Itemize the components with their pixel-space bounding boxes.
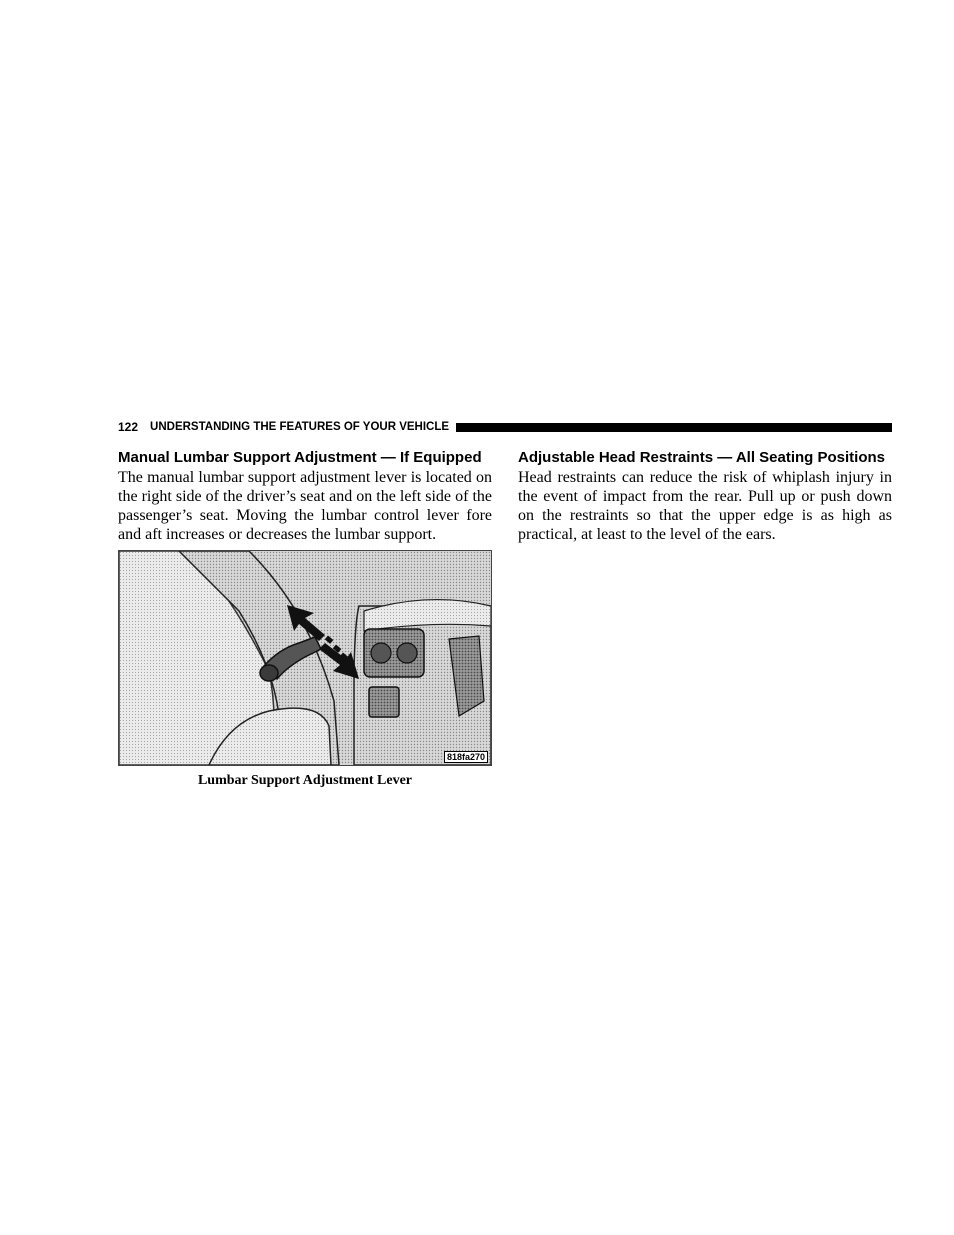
head-restraints-heading: Adjustable Head Restraints — All Seating Positions	[518, 449, 886, 466]
page-header	[118, 419, 892, 435]
page-number: 122	[118, 420, 139, 434]
header-rule	[456, 423, 892, 432]
figure-caption: Lumbar Support Adjustment Lever	[197, 773, 413, 788]
section-title: UNDERSTANDING THE FEATURES OF YOUR VEHICLE	[150, 421, 450, 433]
lumbar-lever-drawing	[119, 551, 491, 765]
lumbar-lever-illustration	[118, 550, 492, 766]
lumbar-body: The manual lumbar support adjustment lever is located on the right side of the driver’s seat and on the left side of the passenger’s seat. Moving the lumbar control lever fore and aft increases or decreases the lumbar support.	[118, 469, 492, 543]
right-column	[518, 449, 892, 544]
head-restraints-body: Head restraints can reduce the risk of whiplash injury in the event of impact from the rear. Pull up or push down on the restraints so that the upper edge is as high as practical, at least to the level of the ears.	[518, 469, 892, 543]
lumbar-heading: Manual Lumbar Support Adjustment — If Equipped	[118, 449, 482, 466]
figure-code: 818fa270	[444, 751, 488, 763]
left-column	[118, 449, 492, 789]
